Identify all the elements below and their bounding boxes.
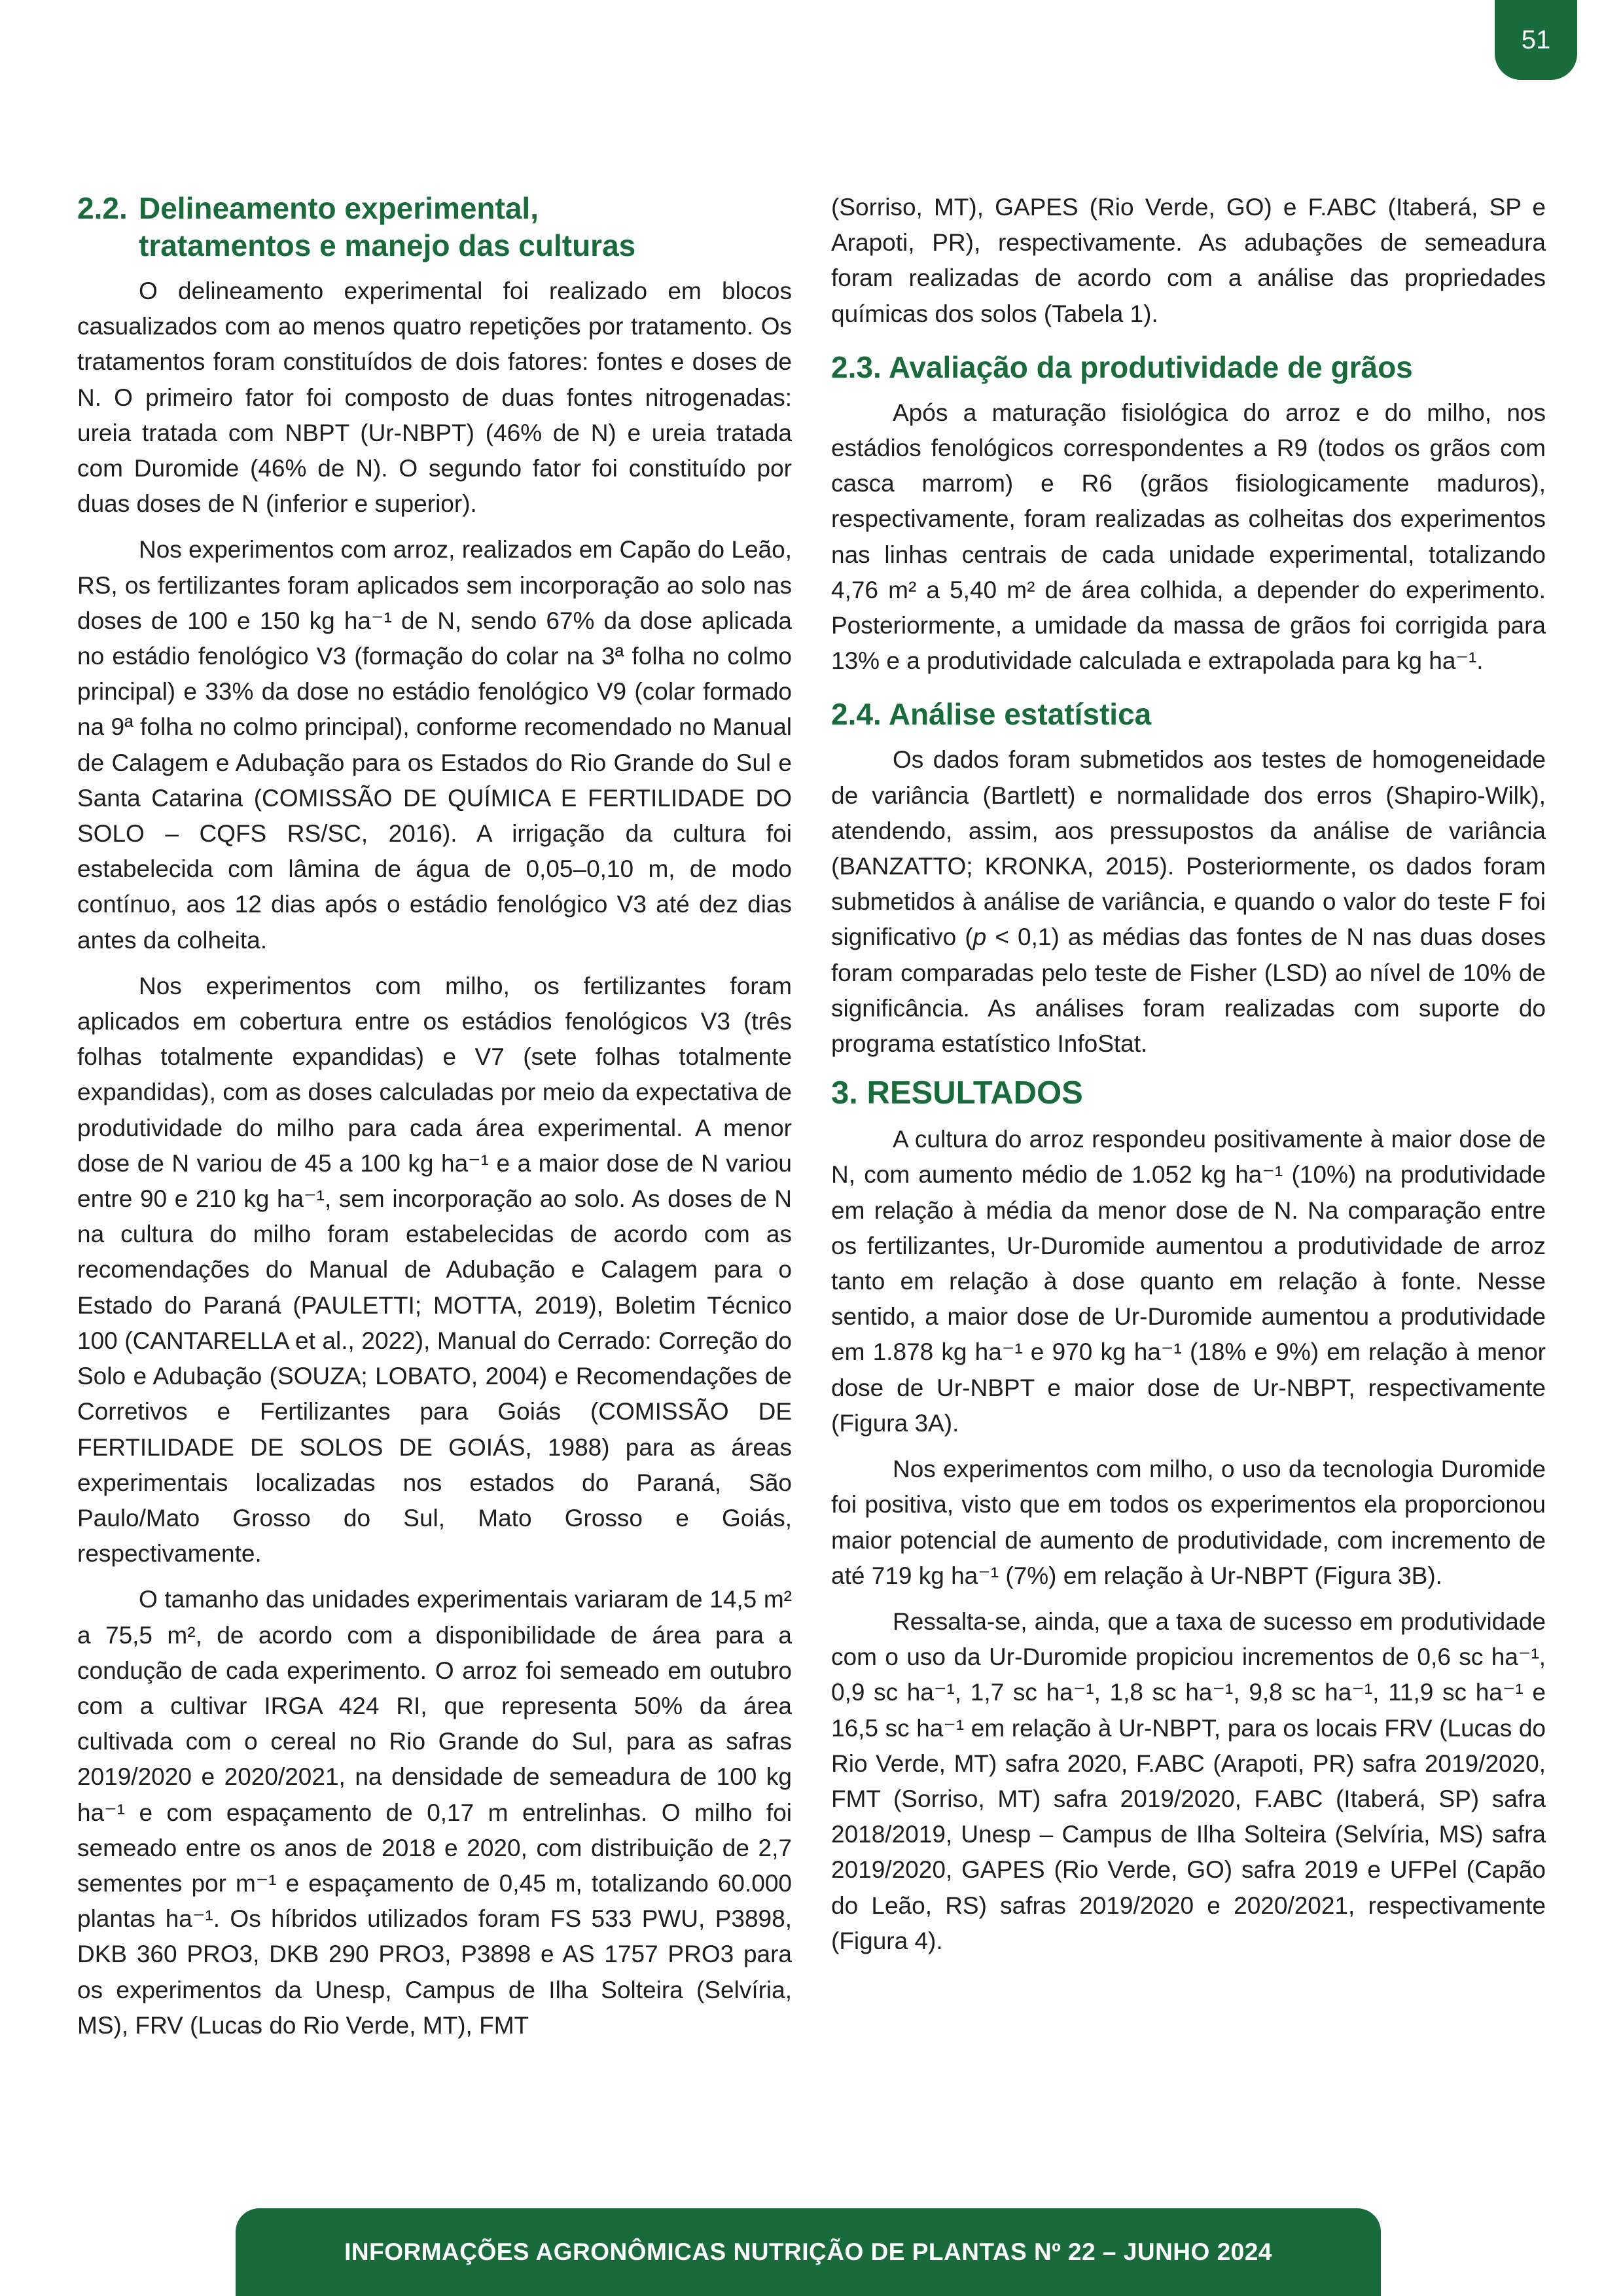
heading-line-2: tratamentos e manejo das culturas	[139, 228, 636, 262]
section-number: 2.2.	[77, 191, 128, 225]
section-3-heading: 3. RESULTADOS	[831, 1075, 1083, 1111]
paragraph-rice-experiments: Nos experimentos com arroz, realizados em Capão do Leão, RS, os fertilizantes foram aplicados sem incorporação ao solo nas doses de 100 e 150 kg ha⁻¹ de N, sendo 67% da dose aplicada no estádio fenológico V3 (formação do colar na 3ª folha no colmo principal) e 33% da dose no estádio fenológico V9 (colar formado na 9ª folha no colmo principal), conforme recomendado no Manual de Calagem e Adubação para os Estados do Rio Grande do Sul e Santa Catarina (COMISSÃO DE QUÍMICA E FERTILIDADE DO SOLO – CQFS RS/SC, 2016). A irrigação da cultura foi estabelecida com lâmina de água de 0,05–0,10 m, de modo contínuo, aos 12 dias após o estádio fenológico V3 até dez dias antes da colheita.	[77, 536, 792, 954]
paragraph-continued: (Sorriso, MT), GAPES (Rio Verde, GO) e F.ABC (Itaberá, SP e Arapoti, PR), respectivamente. As adubações de semeadura foram realizadas de acordo com a análise das propriedades químicas dos solos (Tabela 1).	[831, 194, 1546, 327]
paragraph-yield-evaluation: Após a maturação fisiológica do arroz e do milho, nos estádios fenológicos correspondentes a R9 (todos os grãos com casca marrom) e R6 (grãos fisiologicamente maduros), respectivamente, foram realizadas as colheitas dos experimentos nas linhas centrais de cada unidade experimental, totalizando 4,76 m² a 5,40 m² de área colhida, a depender do experimento. Posteriormente, a umidade da massa de grãos foi corrigida para 13% e a produtividade calculada e extrapolada para kg ha⁻¹.	[831, 399, 1546, 675]
heading-title: Análise estatística	[888, 697, 1152, 732]
paragraph-statistics	[831, 742, 1546, 1062]
paragraph-design: O delineamento experimental foi realizado em blocos casualizados com ao menos quatro repetições por tratamento. Os tratamentos foram constituídos de dois fatores: fontes e doses de N. O primeiro fator foi composto de duas fontes nitrogenadas: ureia tratada com NBPT (Ur-NBPT) (46% de N) e ureia tratada com Duromide (46% de N). O segundo fator foi constituído por duas doses de N (inferior e superior).	[77, 278, 792, 518]
paragraph-experimental-units: O tamanho das unidades experimentais variaram de 14,5 m² a 75,5 m², de acordo com a disponibilidade de área para a condução de cada experimento. O arroz foi semeado em outubro com a cultivar IRGA 424 RI, que representa 50% da área cultivada com o cereal no Rio Grande do Sul, para as safras 2019/2020 e 2020/2021, na densidade de semeadura de 100 kg ha⁻¹ e com espaçamento de 0,17 m entrelinhas. O milho foi semeado entre os anos de 2018 e 2020, com distribuição de 2,7 sementes por m⁻¹ e espaçamento de 0,45 m, totalizando 60.000 plantas ha⁻¹. Os híbridos utilizados foram FS 533 PWU, P3898, DKB 360 PRO3, DKB 290 PRO3, P3898 e AS 1757 PRO3 para os experimentos da Unesp, Campus de Ilha Solteira (Selvíria, MS), FRV (Lucas do Rio Verde, MT), FMT	[77, 1586, 792, 2039]
p-value-symbol: p	[972, 924, 987, 951]
text-segment: < 0,1) as médias das fontes de N nas duas doses foram comparadas pelo teste de Fisher (LSD) ao nível de 10% de significância. As análises foram realizadas com suporte do programa estatístico InfoStat.	[831, 924, 1546, 1058]
paragraph-rice-results: A cultura do arroz respondeu positivamente à maior dose de N, com aumento médio de 1.052 kg ha⁻¹ (10%) na produtividade em relação à média da menor dose de N. Na comparação entre os fertilizantes, Ur-Duromide aumentou a produtividade de arroz tanto em relação à dose quanto em relação à fonte. Nesse sentido, a maior dose de Ur-Duromide aumentou a produtividade em 1.878 kg ha⁻¹ e 970 kg ha⁻¹ (18% e 9%) em relação à menor dose de Ur-NBPT e maior dose de Ur-NBPT, respectivamente (Figura 3A).	[831, 1126, 1546, 1437]
footer-banner	[236, 2208, 1381, 2296]
section-2-2-heading	[77, 190, 792, 264]
heading-title: Avaliação da produtividade de grãos	[888, 350, 1413, 384]
section-number: 2.3.	[831, 350, 882, 384]
right-column	[831, 190, 1546, 1969]
paragraph-success-rate: Ressalta-se, ainda, que a taxa de sucesso em produtividade com o uso da Ur-Duromide propiciou incrementos de 0,6 sc ha⁻¹, 0,9 sc ha⁻¹, 1,7 sc ha⁻¹, 1,8 sc ha⁻¹, 9,8 sc ha⁻¹, 11,9 sc ha⁻¹ e 16,5 sc ha⁻¹ em relação à Ur-NBPT, para os locais FRV (Lucas do Rio Verde, MT) safra 2020, F.ABC (Arapoti, PR) safra 2019/2020, FMT (Sorriso, MT) safra 2019/2020, F.ABC (Itaberá, SP) safra 2018/2019, Unesp – Campus de Ilha Solteira (Selvíria, MS) safra 2019/2020, GAPES (Rio Verde, GO) safra 2019 e UFPel (Capão do Leão, RS) safras 2019/2020 e 2020/2021, respectivamente (Figura 4).	[831, 1607, 1546, 1954]
paragraph-corn-experiments: Nos experimentos com milho, os fertilizantes foram aplicados em cobertura entre os estádios fenológicos V3 (três folhas totalmente expandidas) e V7 (sete folhas totalmente expandidas), com as doses calculadas por meio da expectativa de produtividade do milho para cada área experimental. A menor dose de N variou de 45 a 100 kg ha⁻¹ e a maior dose de N variou entre 90 e 210 kg ha⁻¹, sem incorporação ao solo. As doses de N na cultura do milho foram estabelecidas de acordo com as recomendações do Manual de Adubação e Calagem para o Estado do Paraná (PAULETTI; MOTTA, 2019), Boletim Técnico 100 (CANTARELLA et al., 2022), Manual do Cerrado: Correção do Solo e Adubação (SOUZA; LOBATO, 2004) e Recomendações de Corretivos e Fertilizantes para Goiás (COMISSÃO DE FERTILIDADE DE SOLOS DE GOIÁS, 1988) para as áreas experimentais localizadas nos estados do Paraná, São Paulo/Mato Grosso do Sul, Mato Grosso e Goiás, respectivamente.	[77, 972, 792, 1568]
section-number: 2.4.	[831, 697, 882, 732]
footer-text: INFORMAÇÕES AGRONÔMICAS NUTRIÇÃO DE PLANTAS Nº 22 – JUNHO 2024	[344, 2238, 1272, 2265]
paragraph-corn-results: Nos experimentos com milho, o uso da tecnologia Duromide foi positiva, visto que em todos os experimentos ela proporcionou maior potencial de aumento de produtividade, com incremento de até 719 kg ha⁻¹ (7%) em relação à Ur-NBPT (Figura 3B).	[831, 1456, 1546, 1589]
left-column	[77, 190, 792, 2054]
heading-line-1: Delineamento experimental,	[139, 191, 539, 225]
page-number-badge	[1495, 0, 1577, 80]
section-2-3-heading	[831, 349, 1546, 386]
section-2-4-heading	[831, 696, 1546, 733]
page-number: 51	[1521, 25, 1551, 54]
text-segment: Os dados foram submetidos aos testes de homogeneidade de variância (Bartlett) e normalidade dos erros (Shapiro-Wilk), atendendo, assim, aos pressupostos da análise de variância (BANZATTO; KRONKA, 2015). Posteriormente, os dados foram submetidos à análise de variância, e quando o valor do teste F foi significativo (	[831, 746, 1546, 951]
